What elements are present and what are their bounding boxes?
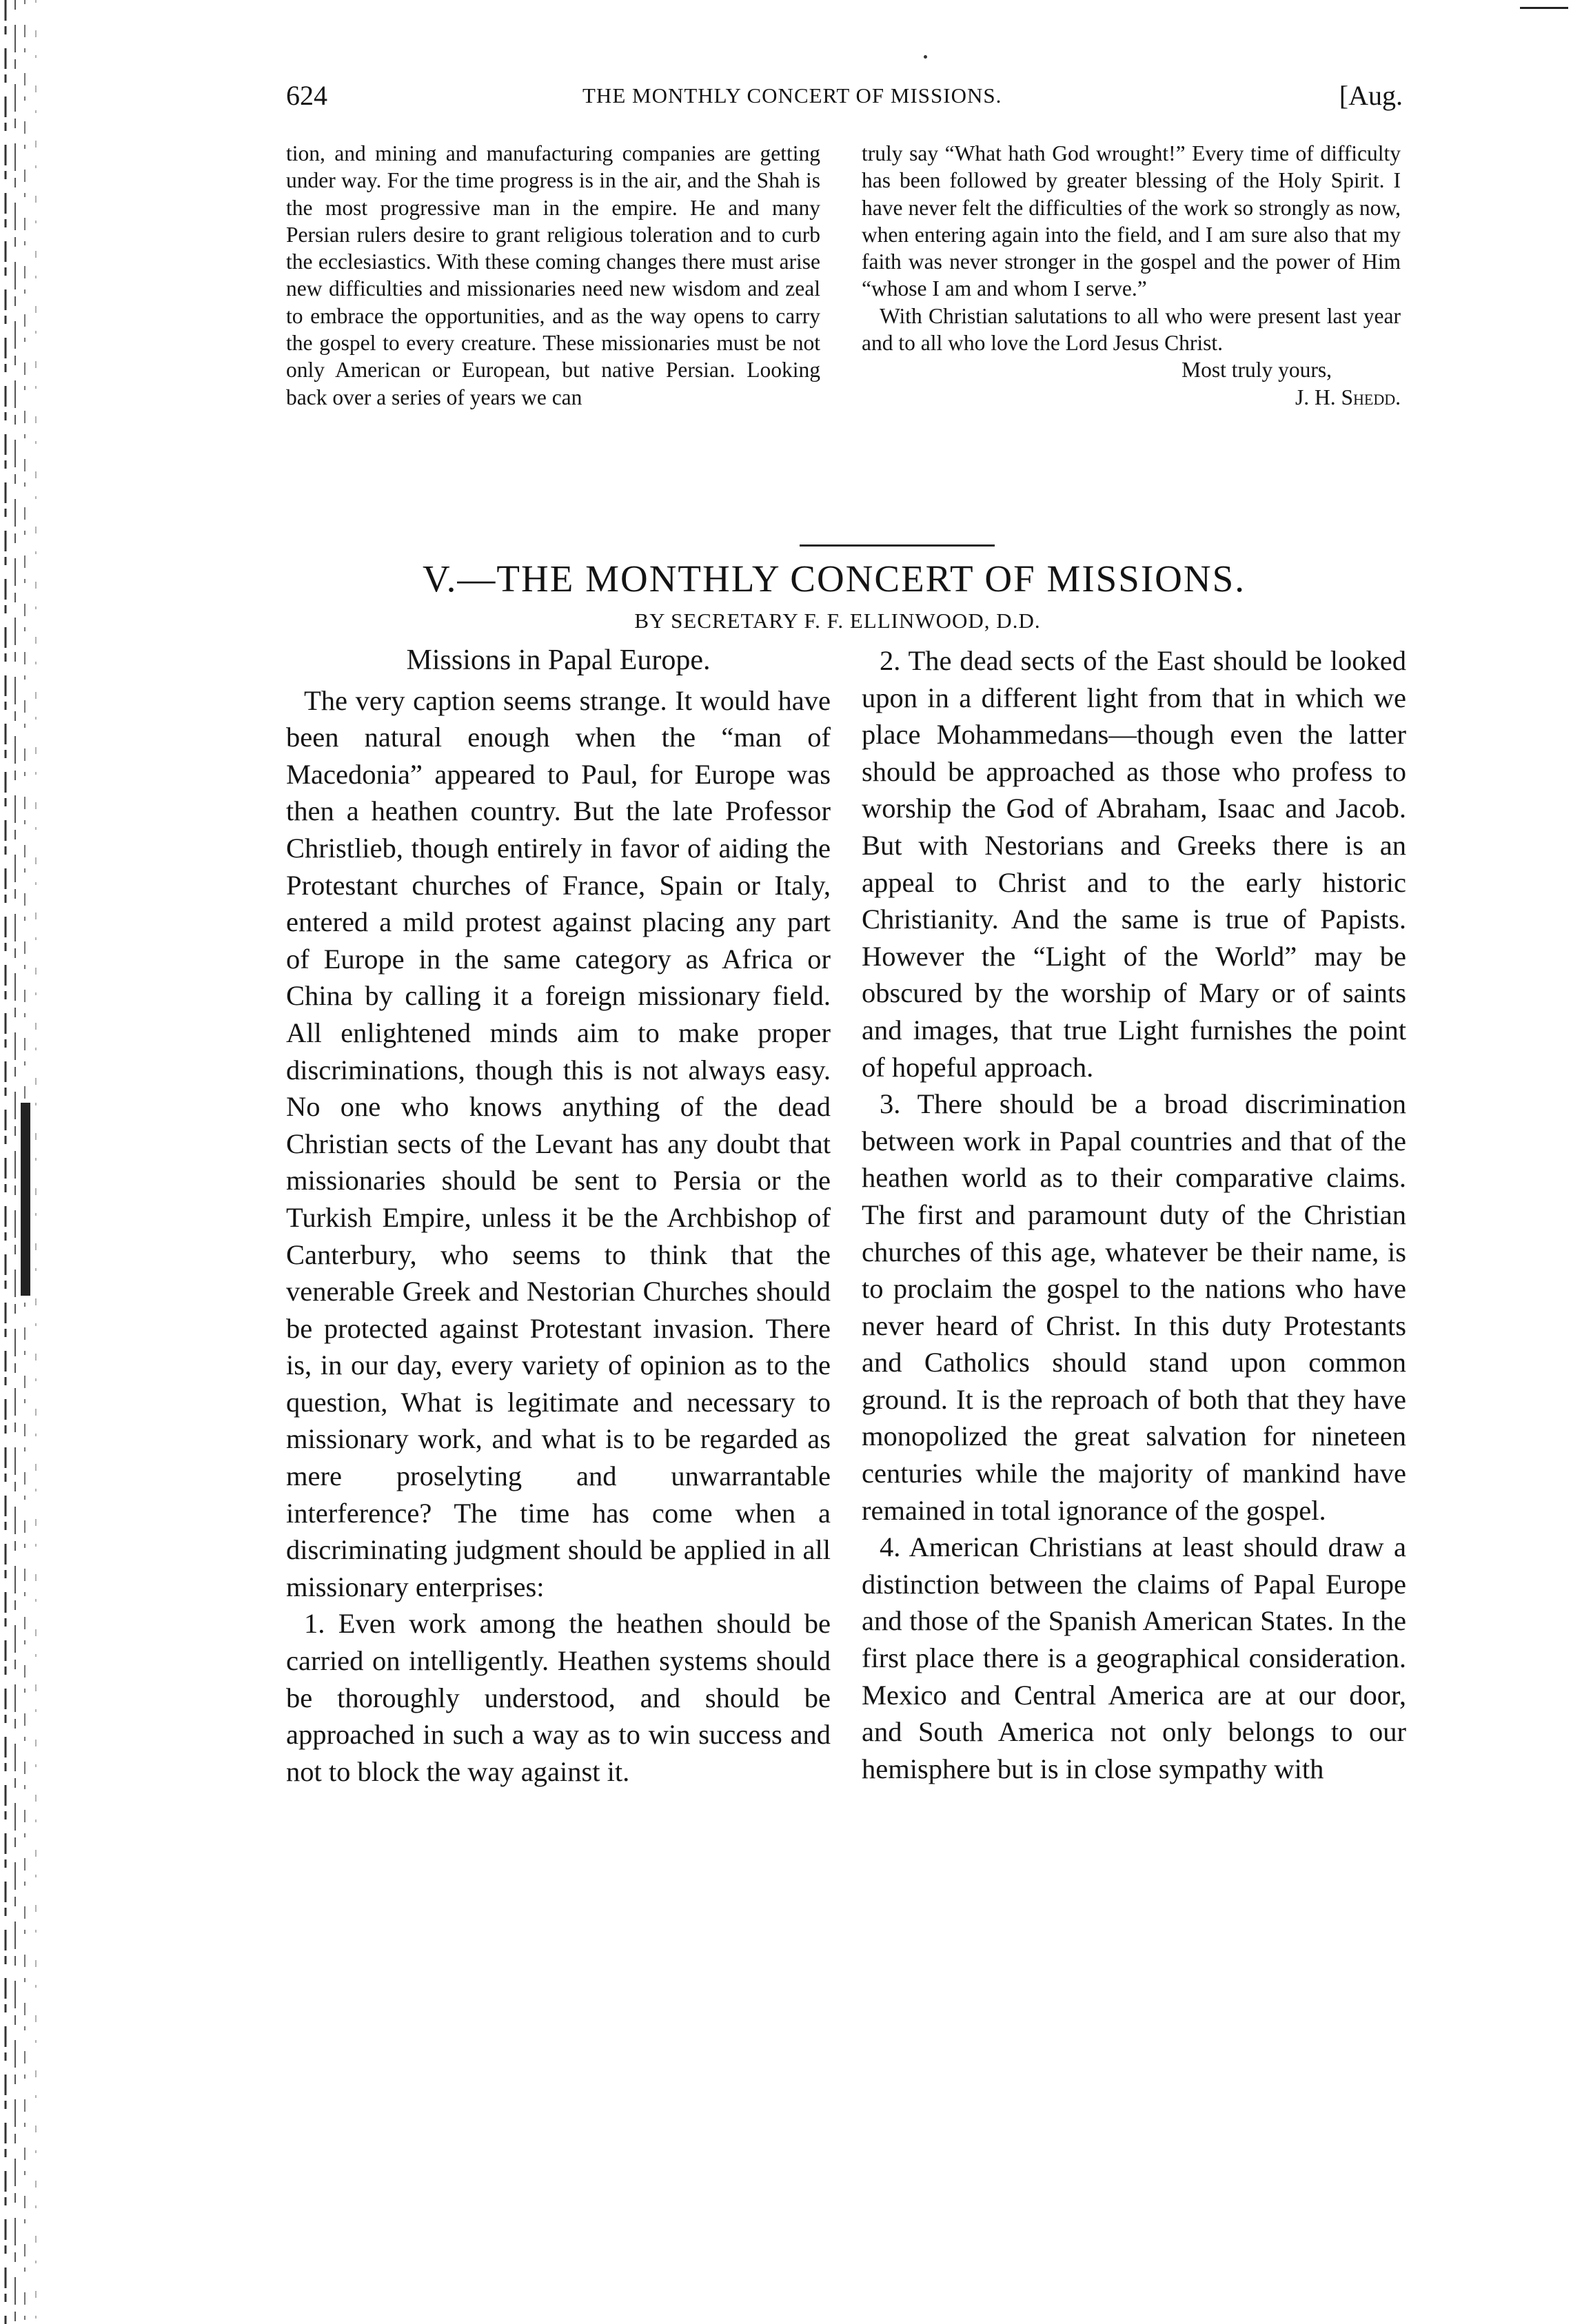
article-subhead: Missions in Papal Europe.	[406, 644, 711, 676]
article-paragraph: 3. There should be a broad discrimination between work in Papal countries and that of the heathen world as to their comparative claims. The first and paramount duty of the Christian churches of this age, whatever be their name, is to proclaim the gospel to the nations who have never heard of Christ. In this duty Protestants and Catholics should stand upon common ground. It is the reproach of both that they have monopolized the great salvation for nineteen centuries while the majority of mankind have remained in total ignorance of the gospel.	[862, 1088, 1406, 1526]
article-right-column	[862, 642, 1406, 1787]
article-left-column	[286, 642, 831, 1790]
article-paragraph: 1. Even work among the heathen should be carried on intelligently. Heathen systems should be thoroughly understood, and should be approached in such a way as to win success and not to block the way against it.	[286, 1608, 831, 1787]
letter-closing: Most truly yours,	[1182, 358, 1332, 383]
continued-paragraph: tion, and mining and manufacturing companies are getting under way. For the time progress is in the air, and the Shah is the most progressive man in the empire. He and many Persian rulers desire to grant religious toleration and to curb the ecclesiastics. With these coming changes there must arise new difficulties and missionaries need new wisdom and zeal to embrace the opportunities, and as the way opens to carry the gospel to every creature. These missionaries must be not only American or European, but native Persian. Looking back over a series of years we can	[286, 141, 820, 409]
article-paragraph: 2. The dead sects of the East should be looked upon in a different light from that in which we place Mohammedans—though even the latter should be approached as those who profess to worship the God of Abraham, Isaac and Jacob. But with Nestorians and Greeks there is an appeal to Christ and to the early historic Christianity. And the same is true of Papists. However the “Light of the World” may be obscured by the worship of Mary or of saints and images, that true Light furnishes the point of hopeful approach.	[862, 645, 1406, 1083]
top-left-column	[286, 140, 820, 411]
binding-edge	[0, 0, 48, 2324]
article-paragraph: The very caption seems strange. It would have been natural enough when the “man of Macedonia” appeared to Paul, for Europe was then a heathen country. But the late Professor Christlieb, though entirely in favor of aiding the Protestant churches of France, Spain or Italy, entered a mild protest against placing any part of Europe in the same category as Africa or China by calling it a foreign missionary field. All enlightened minds aim to make proper discriminations, though this is not always easy. No one who knows anything of the dead Christian sects of the Levant has any doubt that missionaries should be sent to Persia or the Turkish Empire, unless it be the Archbishop of Canterbury, who seems to think that the venerable Greek and Nestorian Churches should be protected against Protestant invasion. There is, in our day, every variety of opinion as to the question, What is legitimate and necessary to missionary work, and what is to be regarded as mere proselyting and unwarrantable interference? The time has come when a discriminating judgment should be applied in all missionary enterprises:	[286, 684, 831, 1602]
page-number: 624	[286, 80, 327, 111]
article-paragraph: 4. American Christians at least should draw a distinction between the claims of Papal Europe and those of the Spanish American States. In the first place there is a geographical consideration. Mexico and Central America are at our door, and South America not only belongs to our hemisphere but is in close sympathy with	[862, 1531, 1406, 1784]
article-byline: BY SECRETARY F. F. ELLINWOOD, D.D.	[634, 609, 1041, 633]
letter-paragraph: truly say “What hath God wrought!” Every time of difficulty has been followed by greater blessing of the Holy Spirit. I have never felt the difficulties of the work so strongly as now, when entering again into the field, and I am sure also that my faith was never stronger in the gospel and the power of Him “whose I am and whom I serve.”	[862, 141, 1401, 301]
running-title: THE MONTHLY CONCERT OF MISSIONS.	[582, 83, 1002, 108]
running-header	[286, 79, 1403, 121]
letter-signature: J. H. Shedd.	[1295, 385, 1401, 409]
ink-dot	[924, 55, 927, 59]
top-right-column	[862, 140, 1401, 411]
salutation-paragraph: With Christian salutations to all who were present last year and to all who love the Lord Jesus Christ.	[862, 303, 1401, 356]
edge-mark	[1520, 7, 1568, 9]
running-month: [Aug.	[1339, 80, 1403, 111]
article-title: V.—THE MONTHLY CONCERT OF MISSIONS.	[423, 558, 1246, 600]
section-rule	[800, 544, 995, 547]
